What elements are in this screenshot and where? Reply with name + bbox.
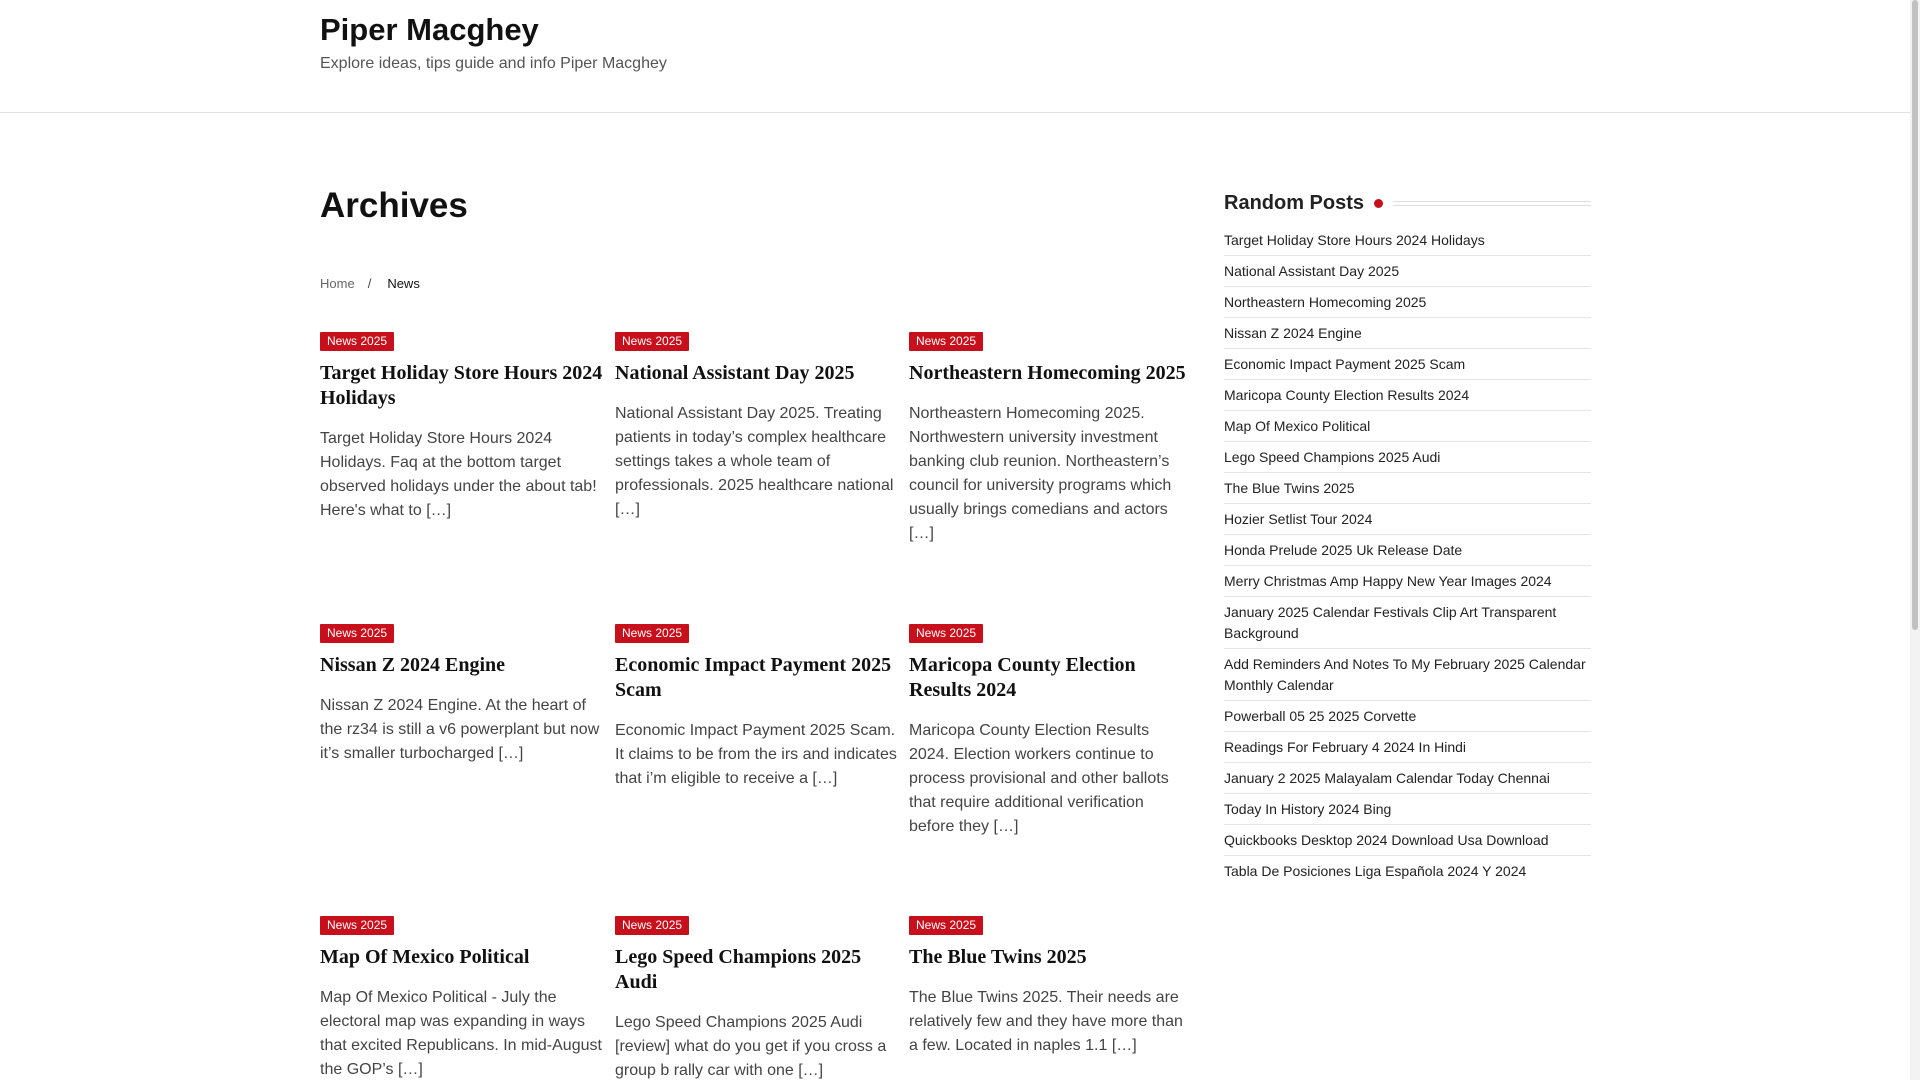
random-post-link[interactable]: January 2025 Calendar Festivals Clip Art Transparent Background [1224, 597, 1591, 649]
widget-title: Random Posts [1224, 191, 1365, 214]
category-badge[interactable]: News 2025 [320, 332, 394, 351]
category-badge[interactable]: News 2025 [320, 916, 394, 935]
breadcrumb-home-link[interactable]: Home [320, 276, 355, 291]
random-post-link[interactable]: Economic Impact Payment 2025 Scam [1224, 349, 1591, 380]
category-badge[interactable]: News 2025 [909, 332, 983, 351]
post-card [909, 624, 1193, 839]
post-card [320, 916, 604, 1080]
post-title-link[interactable]: Economic Impact Payment 2025 Scam [615, 654, 892, 701]
post-excerpt: Northeastern Homecoming 2025. Northwestern university investment banking club reunion. Northeastern’s council for university programs which usually brings comedians and actors […] [909, 405, 1172, 542]
random-post-link[interactable]: Merry Christmas Amp Happy New Year Images 2024 [1224, 566, 1591, 597]
breadcrumb [320, 276, 420, 291]
random-post-link[interactable]: Lego Speed Champions 2025 Audi [1224, 442, 1591, 473]
random-post-link[interactable]: Honda Prelude 2025 Uk Release Date [1224, 535, 1591, 566]
post-card [320, 624, 604, 766]
sidebar-random-posts [1224, 190, 1591, 886]
random-post-link[interactable]: Map Of Mexico Political [1224, 411, 1591, 442]
post-excerpt: The Blue Twins 2025. Their needs are relatively few and they have more than a few. Located in naples 1.1 […] [909, 989, 1183, 1054]
random-post-link[interactable]: Tabla De Posiciones Liga Española 2024 Y 2024 [1224, 863, 1527, 879]
random-post-link[interactable]: National Assistant Day 2025 [1224, 256, 1591, 287]
post-title-link[interactable]: Nissan Z 2024 Engine [320, 654, 506, 676]
scrollbar-thumb[interactable] [1912, 0, 1918, 630]
post-card [909, 916, 1193, 1058]
breadcrumb-separator: / [367, 276, 372, 291]
widget-divider [1393, 201, 1591, 206]
post-excerpt: Nissan Z 2024 Engine. At the heart of the rz34 is still a v6 powerplant but now it’s smaller turbocharged […] [320, 697, 600, 762]
accent-dot-icon [1374, 199, 1383, 208]
random-post-link[interactable]: Target Holiday Store Hours 2024 Holidays [1224, 225, 1591, 256]
post-excerpt: Target Holiday Store Hours 2024 Holidays. Faq at the bottom target observed holidays under the about tab! Here's what to […] [320, 430, 597, 519]
category-badge[interactable]: News 2025 [320, 624, 394, 643]
post-card [615, 624, 899, 791]
random-post-link[interactable]: Add Reminders And Notes To My February 2025 Calendar Monthly Calendar [1224, 649, 1591, 701]
site-title[interactable]: Piper Macghey [320, 12, 539, 47]
category-badge[interactable]: News 2025 [909, 916, 983, 935]
breadcrumb-current: News [387, 276, 420, 291]
random-post-link[interactable]: Readings For February 4 2024 In Hindi [1224, 732, 1591, 763]
post-excerpt: Maricopa County Election Results 2024. Election workers continue to process provisional and other ballots that require additional verification before they […] [909, 722, 1169, 835]
post-excerpt: Economic Impact Payment 2025 Scam. It claims to be from the irs and indicates that i’m eligible to receive a […] [615, 722, 897, 787]
random-post-link[interactable]: The Blue Twins 2025 [1224, 473, 1591, 504]
post-title-link[interactable]: Map Of Mexico Political [320, 946, 530, 968]
random-post-link[interactable]: Quickbooks Desktop 2024 Download Usa Download [1224, 825, 1591, 856]
post-title-link[interactable]: The Blue Twins 2025 [909, 946, 1087, 968]
category-badge[interactable]: News 2025 [909, 624, 983, 643]
post-card [320, 332, 604, 523]
random-post-link[interactable]: Maricopa County Election Results 2024 [1224, 380, 1591, 411]
post-title-link[interactable]: Target Holiday Store Hours 2024 Holidays [320, 362, 603, 409]
random-posts-list [1224, 225, 1591, 886]
site-tagline: Explore ideas, tips guide and info Piper Macghey [320, 55, 667, 72]
post-title-link[interactable]: Northeastern Homecoming 2025 [909, 362, 1186, 384]
category-badge[interactable]: News 2025 [615, 332, 689, 351]
random-post-link[interactable]: Powerball 05 25 2025 Corvette [1224, 701, 1591, 732]
category-badge[interactable]: News 2025 [615, 624, 689, 643]
widget-header [1224, 190, 1591, 216]
post-title-link[interactable]: Maricopa County Election Results 2024 [909, 654, 1136, 701]
post-card [615, 916, 899, 1080]
post-excerpt: Map Of Mexico Political - July the electoral map was expanding in ways that excited Republicans. In mid-August the GOP’s […] [320, 989, 602, 1078]
post-card [615, 332, 899, 522]
random-post-link[interactable]: January 2 2025 Malayalam Calendar Today Chennai [1224, 763, 1591, 794]
random-post-link[interactable]: Hozier Setlist Tour 2024 [1224, 504, 1591, 535]
page-title: Archives [320, 186, 468, 225]
post-card [909, 332, 1193, 546]
site-header [0, 0, 1910, 113]
post-title-link[interactable]: Lego Speed Champions 2025 Audi [615, 946, 862, 993]
post-excerpt: National Assistant Day 2025. Treating patients in today’s complex healthcare settings takes a whole team of professionals. 2025 healthcare national […] [615, 405, 894, 518]
post-excerpt: Lego Speed Champions 2025 Audi [review] what do you get if you cross a group b rally car with one […] [615, 1014, 887, 1079]
random-post-link[interactable]: Nissan Z 2024 Engine [1224, 318, 1591, 349]
category-badge[interactable]: News 2025 [615, 916, 689, 935]
post-title-link[interactable]: National Assistant Day 2025 [615, 362, 855, 384]
random-post-link[interactable]: Northeastern Homecoming 2025 [1224, 287, 1591, 318]
random-post-link[interactable]: Today In History 2024 Bing [1224, 794, 1591, 825]
vertical-scrollbar[interactable] [1910, 0, 1920, 1080]
